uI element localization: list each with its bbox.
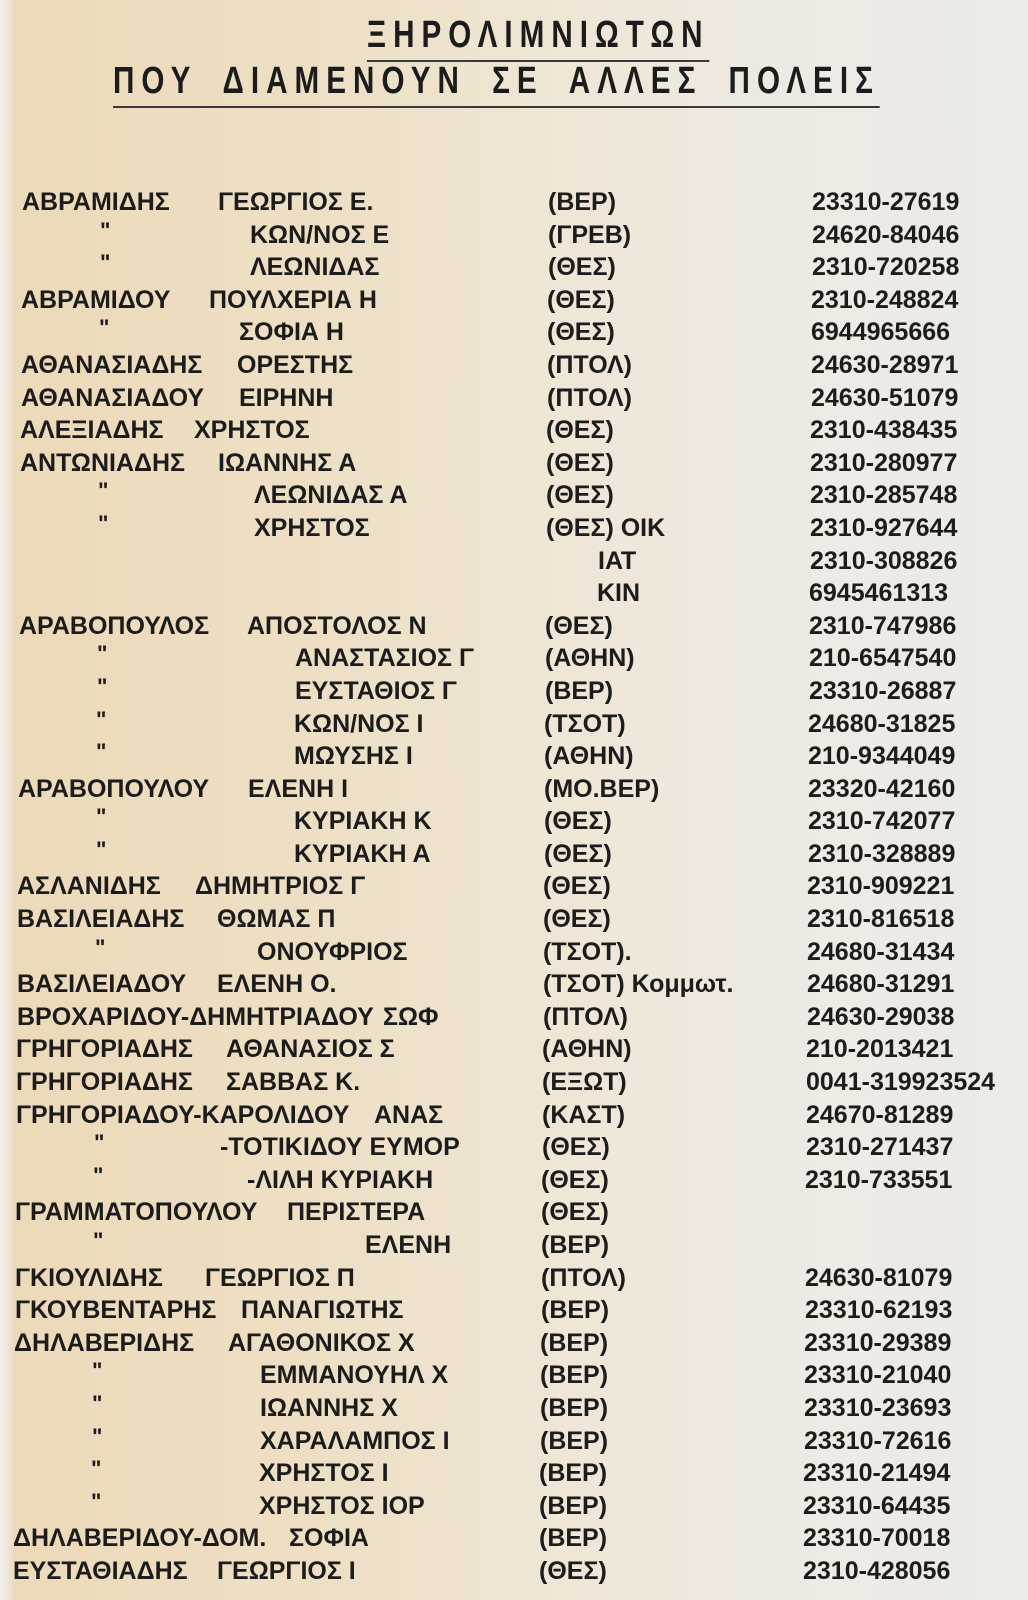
phone-number: 6944965666 [811,318,951,347]
given-name: ΚΥΡΙΑΚΗ Κ [294,807,432,836]
city-code: (ΘΕΣ) [547,318,615,347]
surname: ΓΡΑΜΜΑΤΟΠΟΥΛΟΥ [15,1198,258,1227]
ditto-mark: " [92,1423,103,1449]
given-name: ΣΟΦΙΑ [289,1524,369,1553]
city-code: (ΠΤΟΛ) [541,1263,626,1292]
phone-number: 23310-70018 [803,1524,951,1553]
directory-entry [0,1522,1028,1555]
given-name: ΛΕΩΝΙΔΑΣ Α [254,481,408,510]
city-code: (ΜΟ.ΒΕΡ) [544,774,660,803]
city-code: (ΘΕΣ) [548,253,616,282]
ditto-mark: " [92,1358,103,1384]
given-name: ΧΡΗΣΤΟΣ [254,513,370,542]
surname: ΔΗΛΑΒΕΡΙΔΗΣ [14,1328,195,1357]
given-name: ΕΥΣΤΑΘΙΟΣ Γ [295,676,457,705]
ditto-mark: " [91,1456,102,1482]
directory-entry [0,545,1028,578]
directory-entry [0,1359,1028,1392]
given-name: ΘΩΜΑΣ Π [217,905,336,934]
surname: ΑΘΑΝΑΣΙΑΔΟΥ [21,383,205,412]
surname: ΑΡΑΒΟΠΟΥΛΟΥ [18,774,210,803]
directory-entry [0,610,1028,643]
phone-number: 23310-26887 [809,676,957,705]
phone-number: 24670-81289 [806,1100,954,1129]
ditto-mark: " [96,706,107,732]
directory-entry [0,1457,1028,1490]
surname: ΑΡΑΒΟΠΟΥΛΟΣ [19,611,210,640]
given-name: ΙΩΑΝΝΗΣ Χ [260,1393,398,1422]
phone-number: 23320-42160 [808,774,956,803]
ditto-mark: " [100,217,111,243]
surname: ΑΝΤΩΝΙΑΔΗΣ [20,448,186,477]
given-name: ΓΕΩΡΓΙΟΣ Π [205,1263,355,1292]
directory-entry [0,903,1028,936]
directory-entry [0,1327,1028,1360]
given-name: ΓΕΩΡΓΙΟΣ Ι [217,1556,356,1585]
city-code: (ΘΕΣ) [546,481,614,510]
city-code: (ΘΕΣ) ΟΙΚ [546,513,666,542]
given-name: ΚΩΝ/ΝΟΣ Ε [250,220,390,249]
directory-entry [0,642,1028,675]
given-name: ΣΑΒΒΑΣ Κ. [226,1068,361,1097]
phone-number: 23310-64435 [803,1491,951,1520]
phone-number: 23310-72616 [804,1426,952,1455]
directory-entry [0,1066,1028,1099]
given-name: ΑΠΟΣΤΟΛΟΣ Ν [247,611,427,640]
given-name: ΚΩΝ/ΝΟΣ Ι [294,709,424,738]
phone-number: 24630-51079 [811,383,959,412]
ditto-mark: " [98,478,109,504]
given-name: ΧΡΗΣΤΟΣ ΙΟΡ [259,1491,425,1520]
given-name: ΔΗΜΗΤΡΙΟΣ Γ [195,872,366,901]
directory-entry [0,479,1028,512]
ditto-mark: " [94,1130,105,1156]
city-code: (ΤΣΟΤ). [543,937,632,966]
given-name: ΑΝΑΣΤΑΣΙΟΣ Γ [295,644,475,673]
given-name: ΕΛΕΝΗ [365,1231,452,1259]
given-name: ΣΟΦΙΑ Η [239,318,344,347]
surname: ΓΚΙΟΥΛΙΔΗΣ [15,1263,163,1292]
surname: ΕΥΣΤΑΘΙΑΔΗΣ [13,1556,188,1585]
city-code: (ΘΕΣ) [541,1165,609,1194]
city-code: (ΘΕΣ) [546,416,614,445]
phone-number: 2310-720258 [812,253,960,282]
directory-list [0,186,1028,1588]
surname: ΓΡΗΓΟΡΙΑΔΗΣ [16,1035,193,1064]
directory-entry [0,805,1028,838]
city-code: (ΠΤΟΛ) [543,1002,628,1031]
page-subtitle: ΠΟΥ ΔΙΑΜΕΝΟΥΝ ΣΕ ΑΛΛΕΣ ΠΟΛΕΙΣ [113,60,880,108]
phone-number: 2310-308826 [810,546,958,575]
city-code: (ΕΞΩΤ) [542,1068,627,1097]
phone-number: 2310-747986 [809,611,957,640]
city-code: (ΘΕΣ) [545,611,613,640]
directory-entry [0,838,1028,871]
given-name: -ΛΙΛΗ ΚΥΡΙΑΚΗ [247,1165,434,1194]
phone-number: 23310-21040 [804,1361,952,1390]
city-code: (ΠΤΟΛ) [547,383,632,412]
phone-number: 2310-271437 [806,1133,954,1162]
surname: ΑΣΛΑΝΙΔΗΣ [17,872,161,901]
given-name: ΠΟΥΛΧΕΡΙΑ Η [209,285,377,314]
phone-number: 2310-733551 [805,1165,953,1194]
given-name: ΟΡΕΣΤΗΣ [237,350,354,379]
surname: ΒΑΣΙΛΕΙΑΔΟΥ [17,970,187,999]
phone-number: 23310-23693 [804,1393,952,1422]
directory-entry [0,1555,1028,1588]
directory-entry [0,316,1028,349]
ditto-mark: " [96,739,107,765]
city-code: (ΘΕΣ) [539,1556,607,1585]
directory-entry [0,870,1028,903]
directory-entry [0,577,1028,610]
surname: ΔΗΛΑΒΕΡΙΔΟΥ-ΔΟΜ. [13,1524,267,1553]
city-code: ΚΙΝ [597,579,641,608]
directory-entry [0,708,1028,741]
ditto-mark: " [99,315,110,341]
directory-entry [0,1262,1028,1295]
ditto-mark: " [96,836,107,862]
phone-number: 0041-319923524 [806,1068,996,1097]
given-name: ΜΩΥΣΗΣ Ι [294,742,413,771]
phone-number: 2310-280977 [810,448,958,477]
directory-entry [0,1294,1028,1327]
phone-number: 24630-29038 [807,1002,955,1031]
directory-entry [0,740,1028,773]
city-code: (ΘΕΣ) [542,1133,610,1162]
city-code: (ΒΕΡ) [540,1393,609,1422]
directory-entry [0,1164,1028,1197]
given-name: ΑΘΑΝΑΣΙΟΣ Σ [226,1035,395,1064]
given-name: ΧΑΡΑΛΑΜΠΟΣ Ι [260,1426,450,1455]
given-name: ΙΩΑΝΝΗΣ Α [218,448,357,477]
given-name: ΓΕΩΡΓΙΟΣ Ε. [218,188,374,216]
city-code: ΙΑΤ [598,546,637,575]
ditto-mark: " [100,250,111,276]
phone-number: 2310-438435 [810,416,958,445]
city-code: (ΘΕΣ) [544,839,612,868]
city-code: (ΒΕΡ) [539,1524,608,1553]
ditto-mark: " [97,641,108,667]
phone-number: 2310-816518 [807,905,955,934]
ditto-mark: " [91,1488,102,1514]
phone-number: 2310-248824 [811,285,959,314]
phone-number: 24680-31434 [807,937,955,966]
given-name: ΕΛΕΝΗ Ο. [217,970,337,999]
city-code: (ΒΕΡ) [540,1426,609,1455]
directory-entry [0,251,1028,284]
phone-number: 210-2013421 [806,1035,954,1064]
directory-entry [0,968,1028,1001]
directory-entry [0,284,1028,317]
directory-entry [0,382,1028,415]
phone-number: 23310-21494 [803,1459,951,1488]
city-code: (ΒΕΡ) [540,1328,609,1357]
ditto-mark: " [97,673,108,699]
phone-number: 23310-27619 [812,188,960,216]
phone-number: 2310-909221 [807,872,955,901]
given-name: ΣΩΦ [383,1002,439,1031]
city-code: (ΤΣΟΤ) [544,709,626,738]
surname: ΓΚΟΥΒΕΝΤΑΡΗΣ [15,1296,217,1325]
ditto-mark: " [96,804,107,830]
given-name: ΛΕΩΝΙΔΑΣ [250,253,380,282]
given-name: ΕΙΡΗΝΗ [239,383,334,412]
directory-entry [0,1425,1028,1458]
city-code: (ΘΕΣ) [544,807,612,836]
given-name: ΚΥΡΙΑΚΗ Α [294,839,431,868]
city-code: (ΑΘΗΝ) [545,644,635,673]
city-code: (ΑΘΗΝ) [542,1035,632,1064]
given-name: ΟΝΟΥΦΡΙΟΣ [257,937,408,966]
directory-entry [0,447,1028,480]
city-code: (ΚΑΣΤ) [542,1100,626,1129]
city-code: (ΘΕΣ) [543,905,611,934]
given-name: ΠΑΝΑΓΙΩΤΗΣ [241,1296,404,1325]
given-name: ΕΛΕΝΗ Ι [248,774,349,803]
directory-entry [0,1490,1028,1523]
phone-number: 2310-285748 [810,481,958,510]
city-code: (ΒΕΡ) [541,1296,610,1325]
directory-entry [0,773,1028,806]
given-name: ΑΝΑΣ [374,1100,444,1129]
ditto-mark: " [93,1162,104,1188]
directory-entry [0,512,1028,545]
directory-entry [0,219,1028,252]
phone-number: 210-6547540 [809,644,957,673]
surname: ΓΡΗΓΟΡΙΑΔΟΥ-ΚΑΡΟΛΙΔΟΥ [16,1100,350,1129]
directory-entry [0,414,1028,447]
phone-number: 24630-28971 [811,350,959,379]
city-code: (ΒΕΡ) [540,1361,609,1390]
surname: ΒΡΟΧΑΡΙΔΟΥ-ΔΗΜΗΤΡΙΑΔΟΥ [17,1002,374,1031]
directory-entry [0,1131,1028,1164]
surname: ΓΡΗΓΟΡΙΑΔΗΣ [16,1068,193,1097]
given-name: ΠΕΡΙΣΤΕΡΑ [287,1198,426,1227]
phone-number: 2310-927644 [810,513,958,542]
phone-number: 24680-31291 [807,970,955,999]
city-code: (ΠΤΟΛ) [547,350,632,379]
given-name: ΑΓΑΘΟΝΙΚΟΣ Χ [228,1328,415,1357]
surname: ΒΑΣΙΛΕΙΑΔΗΣ [17,905,185,934]
directory-entry [0,1392,1028,1425]
directory-entry [0,1033,1028,1066]
city-code: (ΤΣΟΤ) Κομμωτ. [543,970,734,999]
phone-number: 210-9344049 [808,742,956,771]
ditto-mark: " [98,510,109,536]
phone-number: 23310-62193 [805,1296,953,1325]
ditto-mark: " [95,934,106,960]
city-code: (ΘΕΣ) [543,872,611,901]
given-name: ΕΜΜΑΝΟΥΗΛ Χ [260,1361,449,1390]
phone-number: 24620-84046 [812,220,960,249]
ditto-mark: " [92,1390,103,1416]
phone-number: 23310-29389 [804,1328,952,1357]
city-code: (ΘΕΣ) [547,285,615,314]
city-code: (ΒΕΡ) [539,1491,608,1520]
phone-number: 6945461313 [809,579,949,608]
phone-number: 2310-428056 [803,1556,951,1585]
given-name: -ΤΟΤΙΚΙΔΟΥ ΕΥΜΟΡ [220,1133,460,1162]
directory-entry [0,1196,1028,1229]
city-code: (ΘΕΣ) [546,448,614,477]
city-code: (ΒΕΡ) [545,676,614,705]
surname: ΑΒΡΑΜΙΔΗΣ [22,188,170,216]
city-code: (ΓΡΕΒ) [548,220,632,249]
city-code: (ΘΕΣ) [541,1198,609,1227]
city-code: (ΒΕΡ) [539,1459,608,1488]
directory-entry [0,936,1028,969]
phone-number: 24630-81079 [805,1263,953,1292]
directory-entry [0,675,1028,708]
surname: ΑΛΕΞΙΑΔΗΣ [20,416,164,445]
directory-entry [0,1229,1028,1262]
directory-entry [0,186,1028,219]
city-code: (ΒΕΡ) [548,188,617,216]
phone-number: 2310-742077 [808,807,956,836]
surname: ΑΘΑΝΑΣΙΑΔΗΣ [21,350,203,379]
page-title: ΞΗΡΟΛΙΜΝΙΩΤΩΝ [367,14,710,62]
given-name: ΧΡΗΣΤΟΣ Ι [259,1459,389,1488]
directory-entry [0,1001,1028,1034]
city-code: (ΒΕΡ) [541,1231,610,1259]
surname: ΑΒΡΑΜΙΔΟΥ [21,285,171,314]
directory-entry [0,1099,1028,1132]
phone-number: 2310-328889 [808,839,956,868]
ditto-mark: " [93,1228,104,1253]
directory-entry [0,349,1028,382]
given-name: ΧΡΗΣΤΟΣ [194,416,310,445]
city-code: (ΑΘΗΝ) [544,742,634,771]
phone-number: 24680-31825 [808,709,956,738]
